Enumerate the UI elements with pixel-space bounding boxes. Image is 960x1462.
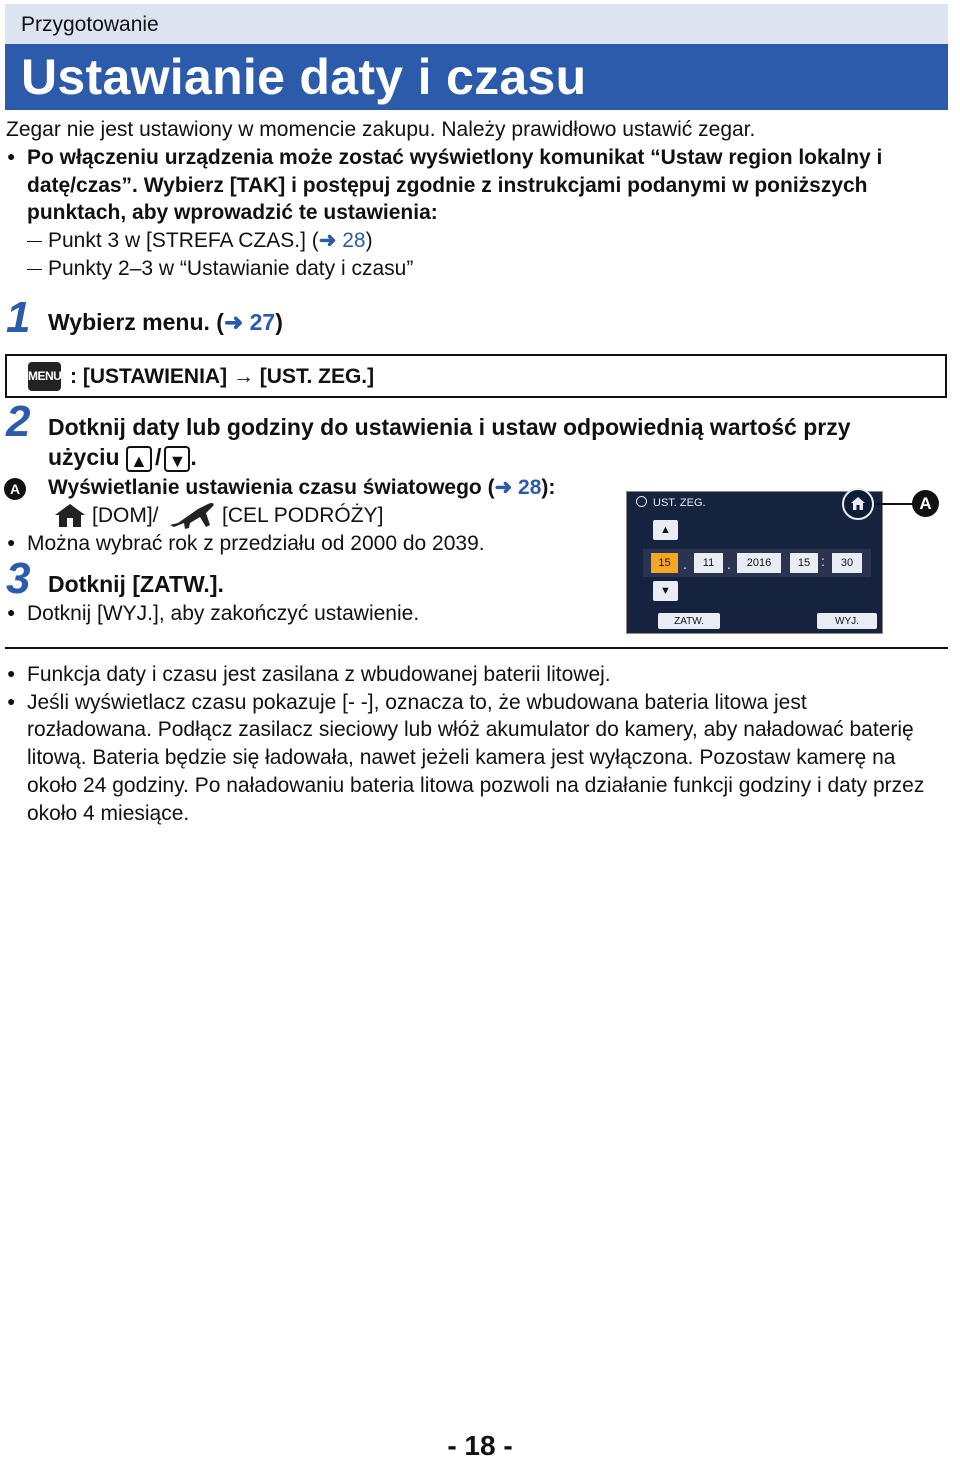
footnote-1: Funkcja daty i czasu jest zasilana z wbudowanej baterii litowej. bbox=[27, 663, 611, 686]
bullet-icon: ● bbox=[7, 665, 16, 681]
day-field[interactable]: 15 bbox=[651, 553, 678, 573]
step-3-text: Dotknij [ZATW.]. bbox=[48, 571, 224, 597]
year-note: Można wybrać rok z przedziału od 2000 do 2039. bbox=[27, 532, 485, 555]
separator: . bbox=[727, 556, 731, 572]
bullet-icon: ● bbox=[7, 534, 16, 550]
section-header bbox=[5, 4, 948, 44]
minute-field[interactable]: 30 bbox=[832, 553, 862, 573]
callout-line bbox=[874, 503, 914, 505]
footnote-2-line-5: około 4 miesiące. bbox=[27, 802, 190, 825]
travel-label: [CEL PODRÓŻY] bbox=[222, 504, 384, 527]
step-2-line-1: Dotknij daty lub godziny do ustawienia i ustaw odpowiednią wartość przy bbox=[48, 414, 851, 440]
intro-text: Zegar nie jest ustawiony w momencie zakupu. Należy prawidłowo ustawić zegar. bbox=[6, 118, 756, 141]
ok-button[interactable]: ZATW. bbox=[658, 613, 720, 629]
world-time-home-icon[interactable] bbox=[842, 488, 874, 520]
up-arrow-button[interactable]: ▲ bbox=[653, 520, 678, 540]
page-link-27[interactable]: 27 bbox=[249, 309, 276, 335]
dash-icon bbox=[27, 269, 42, 270]
intro-bullet-line-2: datę/czas”. Wybierz [TAK] i postępuj zgodnie z instrukcjami podanymi w poniższych bbox=[27, 174, 868, 197]
sub-item-1: Punkt 3 w [STREFA CZAS.] (➜ 28) bbox=[27, 227, 373, 255]
page-number: - 18 - bbox=[447, 1430, 513, 1461]
section-title: Przygotowanie bbox=[21, 13, 159, 36]
link-arrow-icon: ➜ bbox=[318, 229, 337, 252]
separator: : bbox=[821, 553, 825, 569]
hour-field[interactable]: 15 bbox=[790, 553, 818, 573]
path-arrow-icon: → bbox=[232, 365, 254, 388]
clock-icon bbox=[636, 496, 647, 507]
page-link-28[interactable]: 28 bbox=[518, 476, 542, 499]
up-key-icon: ▲ bbox=[126, 446, 152, 472]
screen-title: UST. ZEG. bbox=[653, 497, 706, 509]
separator: . bbox=[683, 556, 687, 572]
note-a-text: Wyświetlanie ustawienia czasu światowego (➜ 28): bbox=[48, 476, 556, 499]
page-link-28[interactable]: 28 bbox=[342, 229, 366, 252]
intro-bullet-line-1: Po włączeniu urządzenia może zostać wyświetlony komunikat “Ustaw region lokalny i bbox=[27, 146, 883, 169]
footnote-2-line-1: Jeśli wyświetlacz czasu pokazuje [- -], oznacza to, że wbudowana bateria litowa jest bbox=[27, 691, 807, 714]
title-banner bbox=[5, 44, 948, 110]
sub-item-2: Punkty 2–3 w “Ustawianie daty i czasu” bbox=[27, 255, 413, 283]
link-arrow-icon: ➜ bbox=[223, 309, 244, 335]
intro-bullet-line-3: punktach, aby wprowadzić te ustawienia: bbox=[27, 201, 438, 224]
finish-note: Dotknij [WYJ.], aby zakończyć ustawienie. bbox=[27, 602, 420, 625]
divider bbox=[5, 647, 948, 649]
bullet-icon: ● bbox=[7, 693, 16, 709]
footnote-2-line-2: rozładowana. Podłącz zasilacz sieciowy lub włóż akumulator do kamery, aby naładować baterię bbox=[27, 718, 914, 741]
link-arrow-icon: ➜ bbox=[494, 476, 513, 499]
page-title: Ustawianie daty i czasu bbox=[21, 49, 587, 105]
year-field[interactable]: 2016 bbox=[737, 553, 781, 573]
footnote-2-line-3: litową. Bateria będzie się ładowała, nawet jeżeli kamera jest wyłączona. Pozostaw kamerę na bbox=[27, 746, 896, 769]
step-number-1: 1 bbox=[6, 293, 31, 342]
bullet-icon: ● bbox=[7, 604, 16, 620]
home-icon bbox=[54, 502, 86, 533]
menu-icon: MENU bbox=[28, 362, 61, 391]
step-2-line-2: użyciu ▲ / ▼ . bbox=[48, 444, 197, 471]
marker-a bbox=[4, 478, 26, 500]
step-number-2: 2 bbox=[6, 397, 31, 446]
step-1-text: Wybierz menu. (➜ 27) bbox=[48, 309, 283, 335]
step-number-3: 3 bbox=[6, 554, 31, 603]
month-field[interactable]: 11 bbox=[694, 553, 723, 573]
exit-button[interactable]: WYJ. bbox=[817, 613, 877, 629]
footnote-2-line-4: około 24 godziny. Po naładowaniu bateria litowa pozwoli na działanie funkcji godziny i daty przez bbox=[27, 774, 925, 797]
down-arrow-button[interactable]: ▼ bbox=[653, 581, 678, 601]
dash-icon bbox=[27, 241, 42, 242]
bullet-icon: ● bbox=[7, 148, 16, 164]
down-key-icon: ▼ bbox=[164, 446, 190, 472]
marker-a-badge: A bbox=[4, 478, 26, 500]
home-label: [DOM]/ bbox=[92, 504, 159, 527]
menu-path-text: : [USTAWIENIA] → [UST. ZEG.] bbox=[70, 365, 375, 388]
callout-a-badge: A bbox=[912, 490, 939, 517]
